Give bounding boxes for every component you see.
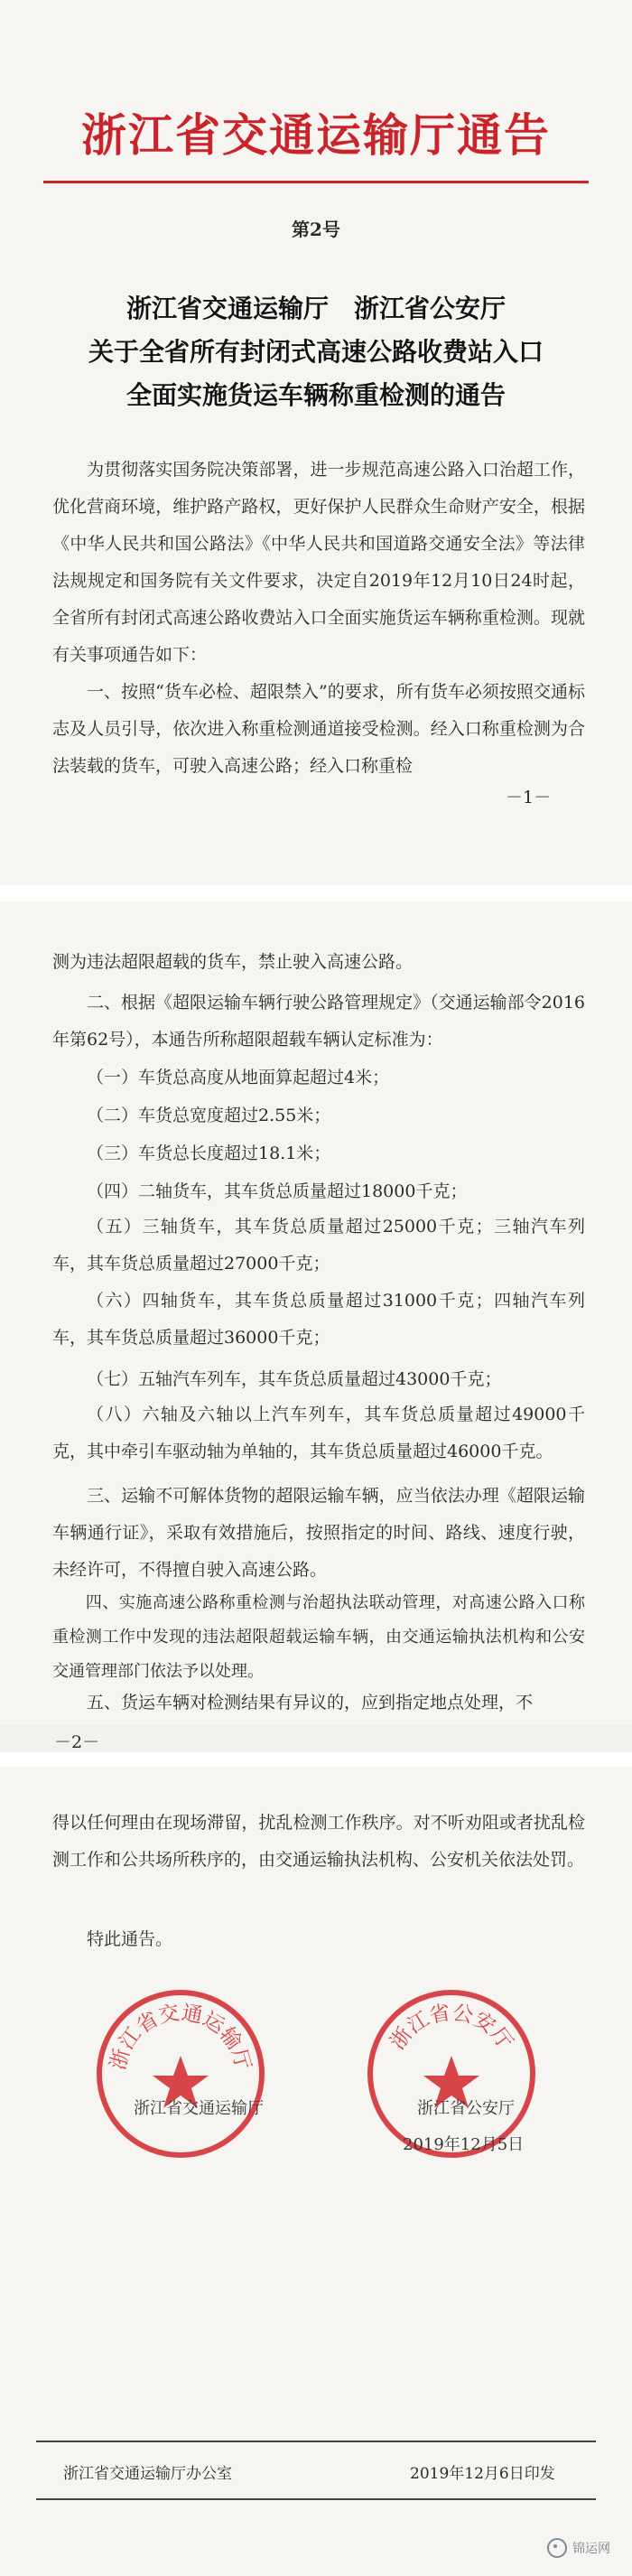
standard-item: （一）车货总高度从地面算起超过4米； [87, 1068, 390, 1087]
document-page-1 [0, 0, 632, 885]
standard-item: （三）车货总长度超过18.1米； [87, 1143, 331, 1163]
title-line-3: 全面实施货运车辆称重检测的通告 [125, 380, 506, 410]
title-line-2: 关于全省所有封闭式高速公路收费站入口 [88, 337, 544, 367]
source-watermark [547, 2538, 610, 2558]
red-divider [43, 181, 589, 183]
standard-item: （五）三轴货车，其车货总质量超过25000千克；三轴汽车列车，其车货总质量超过27000千克； [52, 1217, 585, 1274]
document-page-2 [0, 901, 632, 1725]
page-number: －1－ [506, 788, 552, 807]
standard-item: （八）六轴及六轴以上汽车列车，其车货总质量超过49000千克，其中牵引车驱动轴为单轴的，其车货总质量超过46000千克。 [52, 1405, 585, 1461]
clause-5-paragraph: 五、货运车辆对检测结果有异议的，应到指定地点处理，不 [52, 1693, 534, 1713]
signature-date: 2019年12月5日 [403, 2135, 525, 2154]
intro-paragraph: 为贯彻落实国务院决策部署，进一步规范高速公路入口治超工作，优化营商环境，维护路产路权，更好保护人民群众生命财产安全，根据《中华人民共和国公路法》《中华人民共和国道路交通安全法》等法律法规规定和国务院有关文件要求，决定自2019年12月10日24时起，全省所有封闭式高速公路收费站入口全面实施货运车辆称重检测。现就有关事项通告如下： [52, 460, 585, 665]
document-number: 第2号 [292, 219, 340, 240]
clause-2-paragraph: 二、根据《超限运输车辆行驶公路管理规定》（交通运输部令2016年第62号），本通告所称超限超载车辆认定标准为： [52, 993, 585, 1050]
document-page-3 [0, 1767, 632, 2576]
svg-text:浙江省公安厅: 浙江省公安厅 [386, 2001, 517, 2055]
footer-print-date: 2019年12月6日印发 [410, 2465, 555, 2483]
page-number: －2－ [54, 1732, 100, 1752]
notice-header-title: 浙江省交通运输厅通告 [81, 108, 551, 162]
page-gap [0, 885, 632, 901]
clause-3-paragraph: 三、运输不可解体货物的超限运输车辆，应当依法办理《超限运输车辆通行证》，采取有效措施后，按照指定的时间、路线、速度行驶，未经许可，不得擅自驶入高速公路。 [52, 1486, 585, 1580]
title-line-1: 浙江省交通运输厅 浙江省公安厅 [125, 294, 506, 323]
signature-public-security: 浙江省公安厅 [417, 2099, 515, 2118]
standard-item: （六）四轴货车，其车货总质量超过31000千克；四轴汽车列车，其车货总质量超过36000千克； [52, 1291, 585, 1348]
clause-5-continuation: 得以任何理由在现场滞留，扰乱检测工作秩序。对不听劝阻或者扰乱检测工作和公共场所秩序的，由交通运输执法机构、公安机关依法处罚。 [52, 1813, 585, 1870]
standard-item: （七）五轴汽车列车，其车货总质量超过43000千克； [87, 1369, 502, 1389]
footer-divider [36, 2441, 596, 2442]
standard-item: （二）车货总宽度超过2.55米； [87, 1106, 331, 1125]
transport-department-seal [90, 1983, 271, 2164]
svg-text:浙江省交通运输厅: 浙江省交通运输厅 [106, 2001, 256, 2073]
closing-text: 特此通告。 [87, 1929, 173, 1949]
signature-transport-department: 浙江省交通运输厅 [134, 2099, 264, 2118]
footer-office: 浙江省交通运输厅办公室 [63, 2465, 232, 2483]
continuation-text: 测为违法超限超载的货车，禁止驶入高速公路。 [52, 952, 414, 972]
clause-1-paragraph: 一、按照“货车必检、超限禁入”的要求，所有货车必须按照交通标志及人员引导，依次进入称重检测通道接受检测。经入口称重检测为合法装载的货车，可驶入高速公路；经入口称重检 [52, 682, 585, 776]
standard-item: （四）二轴货车，其车货总质量超过18000千克； [87, 1181, 468, 1201]
wechat-icon [547, 2538, 567, 2558]
clause-4-paragraph: 四、实施高速公路称重检测与治超执法联动管理，对高速公路入口称重检测工作中发现的违法超限超载运输车辆，由交通运输执法机构和公安交通管理部门依法予以处理。 [52, 1593, 585, 1681]
page-gap [0, 1752, 632, 1767]
footer-divider [36, 2498, 596, 2500]
watermark-label: 锦运网 [572, 2542, 610, 2556]
